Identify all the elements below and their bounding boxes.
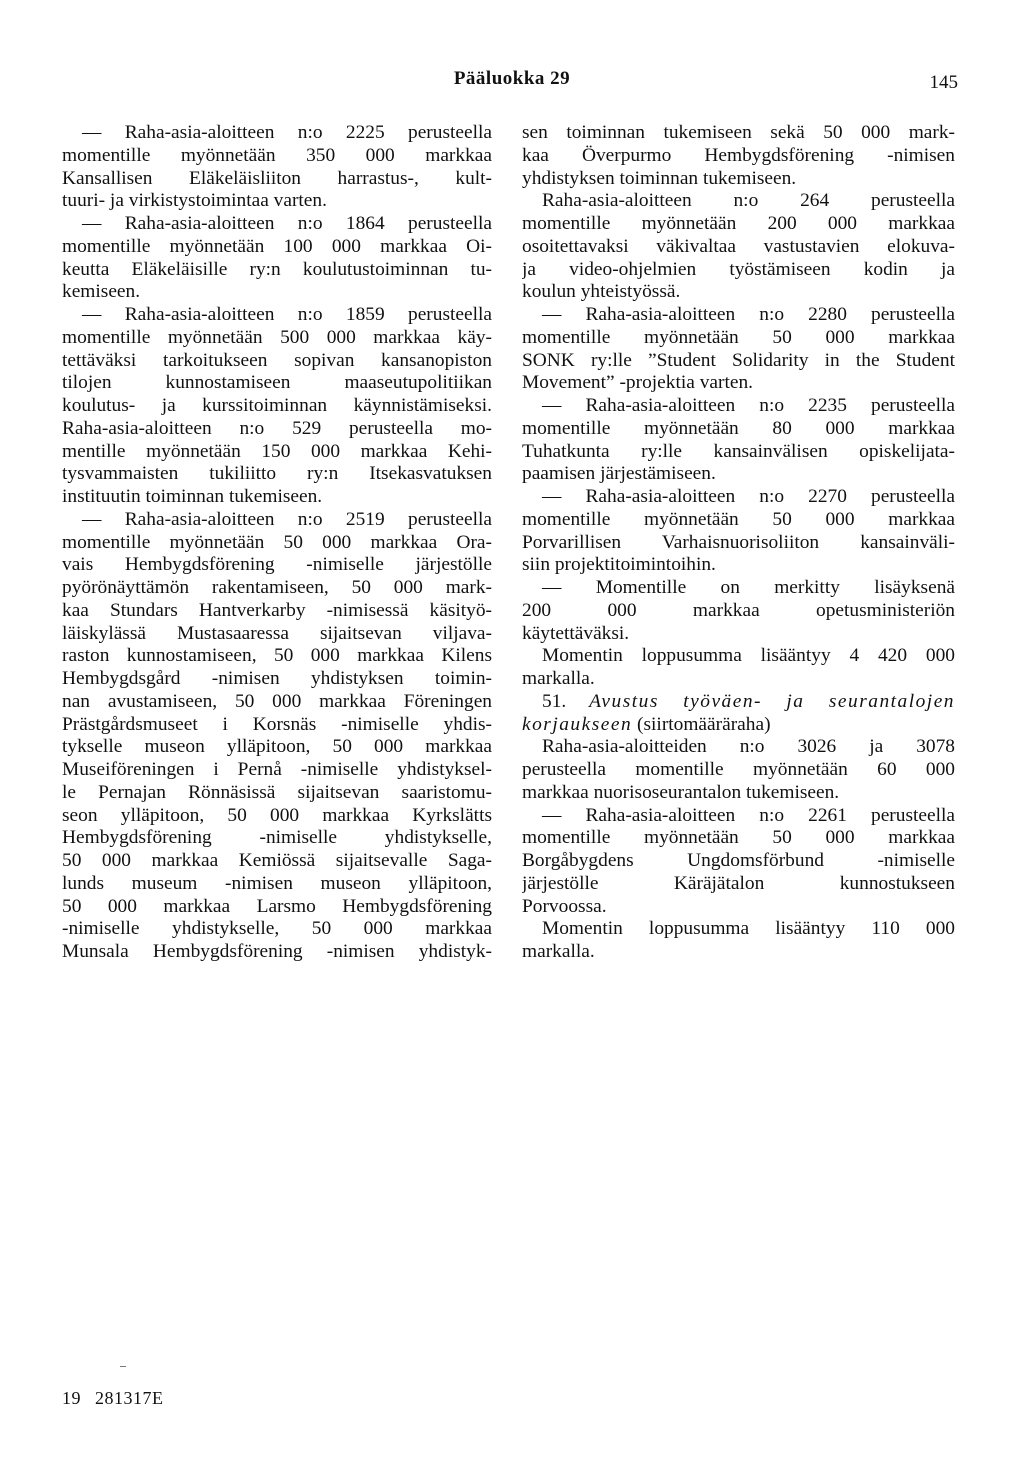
- text-line: Borgåbygdens Ungdomsförbund -nimiselle: [522, 850, 955, 871]
- text-line: 50 000 markkaa Larsmo Hembygdsförening: [62, 895, 492, 917]
- text-line: — Raha-asia-aloitteen n:o 2519 perusteella: [82, 508, 492, 530]
- text-line: markalla.: [522, 668, 595, 689]
- page-header-title: Pääluokka 29: [453, 68, 571, 89]
- text-line: momentille myönnetään 200 000 markkaa: [522, 213, 955, 234]
- text-line: 200 000 markkaa opetusministeriön: [522, 599, 955, 621]
- text-line: kemiseen.: [62, 281, 141, 303]
- text-line: korjaukseen (siirtomääräraha): [522, 713, 771, 735]
- text-line: kaa Stundars Hantverkarby -nimisessä käsityö-: [62, 599, 492, 621]
- text-line: Raha-asia-aloitteen n:o 264 perusteella: [542, 190, 955, 212]
- text-line: sen toiminnan tukemiseen sekä 50 000 mark-: [522, 122, 955, 143]
- text-line: — Raha-asia-aloitteen n:o 2270 perusteella: [542, 486, 955, 507]
- text-line: Hembygdsgård -nimisen yhdistyksen toimin-: [62, 668, 492, 689]
- text-line: kaa Överpurmo Hembygdsförening -nimisen: [522, 144, 955, 166]
- text-line: Momentin loppusumma lisääntyy 4 420 000: [542, 645, 955, 667]
- text-line: ja video-ohjelmien työstämiseen kodin ja: [522, 258, 955, 280]
- text-line: mentille myönnetään 150 000 markkaa Kehi-: [62, 440, 492, 462]
- text-line: tettäväksi tarkoitukseen sopivan kansanopiston: [62, 349, 492, 371]
- text-line: 51. Avustus työväen- ja seurantalojen: [542, 690, 955, 712]
- text-line: SONK ry:lle ”Student Solidarity in the Student: [522, 349, 955, 371]
- text-line: läiskylässä Mustasaaressa sijaitsevan viljava-: [62, 622, 492, 644]
- text-line: — Momentille on merkitty lisäyksenä: [542, 577, 955, 598]
- text-line: momentille myönnetään 50 000 markkaa: [522, 508, 955, 530]
- text-line: Movement” -projektia varten.: [522, 372, 753, 394]
- text-line: paamisen järjestämiseen.: [522, 463, 716, 485]
- text-line: tilojen kunnostamiseen maaseutupolitiikan: [62, 372, 492, 394]
- text-line: tysvammaisten tukiliitto ry:n Itsekasvatuksen: [62, 463, 492, 485]
- text-line: Museiföreningen i Pernå -nimiselle yhdistyksel-: [62, 759, 492, 780]
- text-line: — Raha-asia-aloitteen n:o 2225 perusteella: [82, 122, 492, 143]
- text-line: koulutus- ja kurssitoiminnan käynnistämiseksi.: [62, 395, 492, 416]
- text-line: 50 000 markkaa Kemiössä sijaitsevalle Saga-: [62, 850, 492, 871]
- text-line: — Raha-asia-aloitteen n:o 1859 perusteella: [82, 304, 492, 325]
- page-footer: [62, 1388, 164, 1409]
- text-line: — Raha-asia-aloitteen n:o 2280 perusteella: [542, 304, 955, 325]
- text-line: tuuri- ja virkistystoimintaa varten.: [62, 190, 327, 212]
- footer-print-code: 281317E: [95, 1388, 164, 1408]
- text-line: -nimiselle yhdistykselle, 50 000 markkaa: [62, 918, 492, 940]
- text-line: Munsala Hembygdsförening -nimisen yhdistyk-: [62, 941, 492, 962]
- text-line: perusteella momentille myönnetään 60 000: [522, 759, 955, 780]
- text-line: Hembygdsförening -nimiselle yhdistykselle,: [62, 827, 492, 849]
- text-line: momentille myönnetään 50 000 markkaa: [522, 326, 955, 348]
- footer-sheet-number: 19: [62, 1388, 81, 1408]
- print-mark: [120, 1366, 126, 1367]
- text-line: keutta Eläkeläisille ry:n koulutustoiminnan tu-: [62, 258, 492, 280]
- text-line: yhdistyksen toiminnan tukemiseen.: [522, 167, 797, 189]
- text-line: Prästgårdsmuseet i Korsnäs -nimiselle yhdis-: [62, 713, 492, 735]
- text-line: vais Hembygdsförening -nimiselle järjestölle: [62, 554, 492, 576]
- right-text-column: [522, 122, 955, 964]
- text-line: markalla.: [522, 941, 595, 962]
- text-line: Tuhatkunta ry:lle kansainvälisen opiskelijata-: [522, 440, 955, 462]
- text-line: käytettäväksi.: [522, 622, 630, 644]
- text-line: siin projektitoimintoihin.: [522, 554, 716, 576]
- text-line: tykselle museon ylläpitoon, 50 000 markkaa: [62, 736, 492, 758]
- text-line: Kansallisen Eläkeläisliiton harrastus-, kult-: [62, 167, 492, 189]
- text-line: momentille myönnetään 50 000 markkaa Ora-: [62, 531, 492, 553]
- text-line: järjestölle Käräjätalon kunnostukseen: [522, 872, 955, 894]
- text-line: Porvoossa.: [522, 895, 607, 917]
- text-line: koulun yhteistyössä.: [522, 281, 681, 303]
- text-line: raston kunnostamiseen, 50 000 markkaa Kilens: [62, 645, 492, 667]
- text-line: momentille myönnetään 500 000 markkaa käy-: [62, 326, 492, 348]
- text-line: osoitettavaksi väkivaltaa vastustavien elokuva-: [522, 235, 955, 257]
- text-line: markkaa nuorisoseurantalon tukemiseen.: [522, 781, 840, 803]
- text-line: Raha-asia-aloitteiden n:o 3026 ja 3078: [542, 736, 955, 758]
- text-line: le Pernajan Rönnäsissä sijaitsevan saaristomu-: [62, 781, 492, 803]
- text-line: seon ylläpitoon, 50 000 markkaa Kyrkslätts: [62, 804, 492, 826]
- text-line: Momentin loppusumma lisääntyy 110 000: [542, 918, 955, 940]
- left-text-column: [62, 122, 492, 964]
- text-line: Raha-asia-aloitteen n:o 529 perusteella mo-: [62, 417, 492, 439]
- text-line: instituutin toiminnan tukemiseen.: [62, 486, 323, 507]
- text-line: momentille myönnetään 100 000 markkaa Oi-: [62, 235, 492, 257]
- text-line: momentille myönnetään 350 000 markkaa: [62, 144, 492, 166]
- text-line: Porvarillisen Varhaisnuorisoliiton kansainväli-: [522, 531, 955, 553]
- text-line: nan avustamiseen, 50 000 markkaa Föreningen: [62, 690, 492, 712]
- text-line: pyörönäyttämön rakentamiseen, 50 000 mark-: [62, 577, 492, 598]
- page-number: 145: [929, 72, 958, 93]
- text-line: — Raha-asia-aloitteen n:o 1864 perusteella: [82, 213, 492, 234]
- text-line: momentille myönnetään 80 000 markkaa: [522, 417, 955, 439]
- text-line: — Raha-asia-aloitteen n:o 2261 perusteella: [542, 804, 955, 826]
- text-line: — Raha-asia-aloitteen n:o 2235 perusteella: [542, 395, 955, 416]
- text-line: momentille myönnetään 50 000 markkaa: [522, 827, 955, 849]
- text-line: lunds museum -nimisen museon ylläpitoon,: [62, 872, 492, 894]
